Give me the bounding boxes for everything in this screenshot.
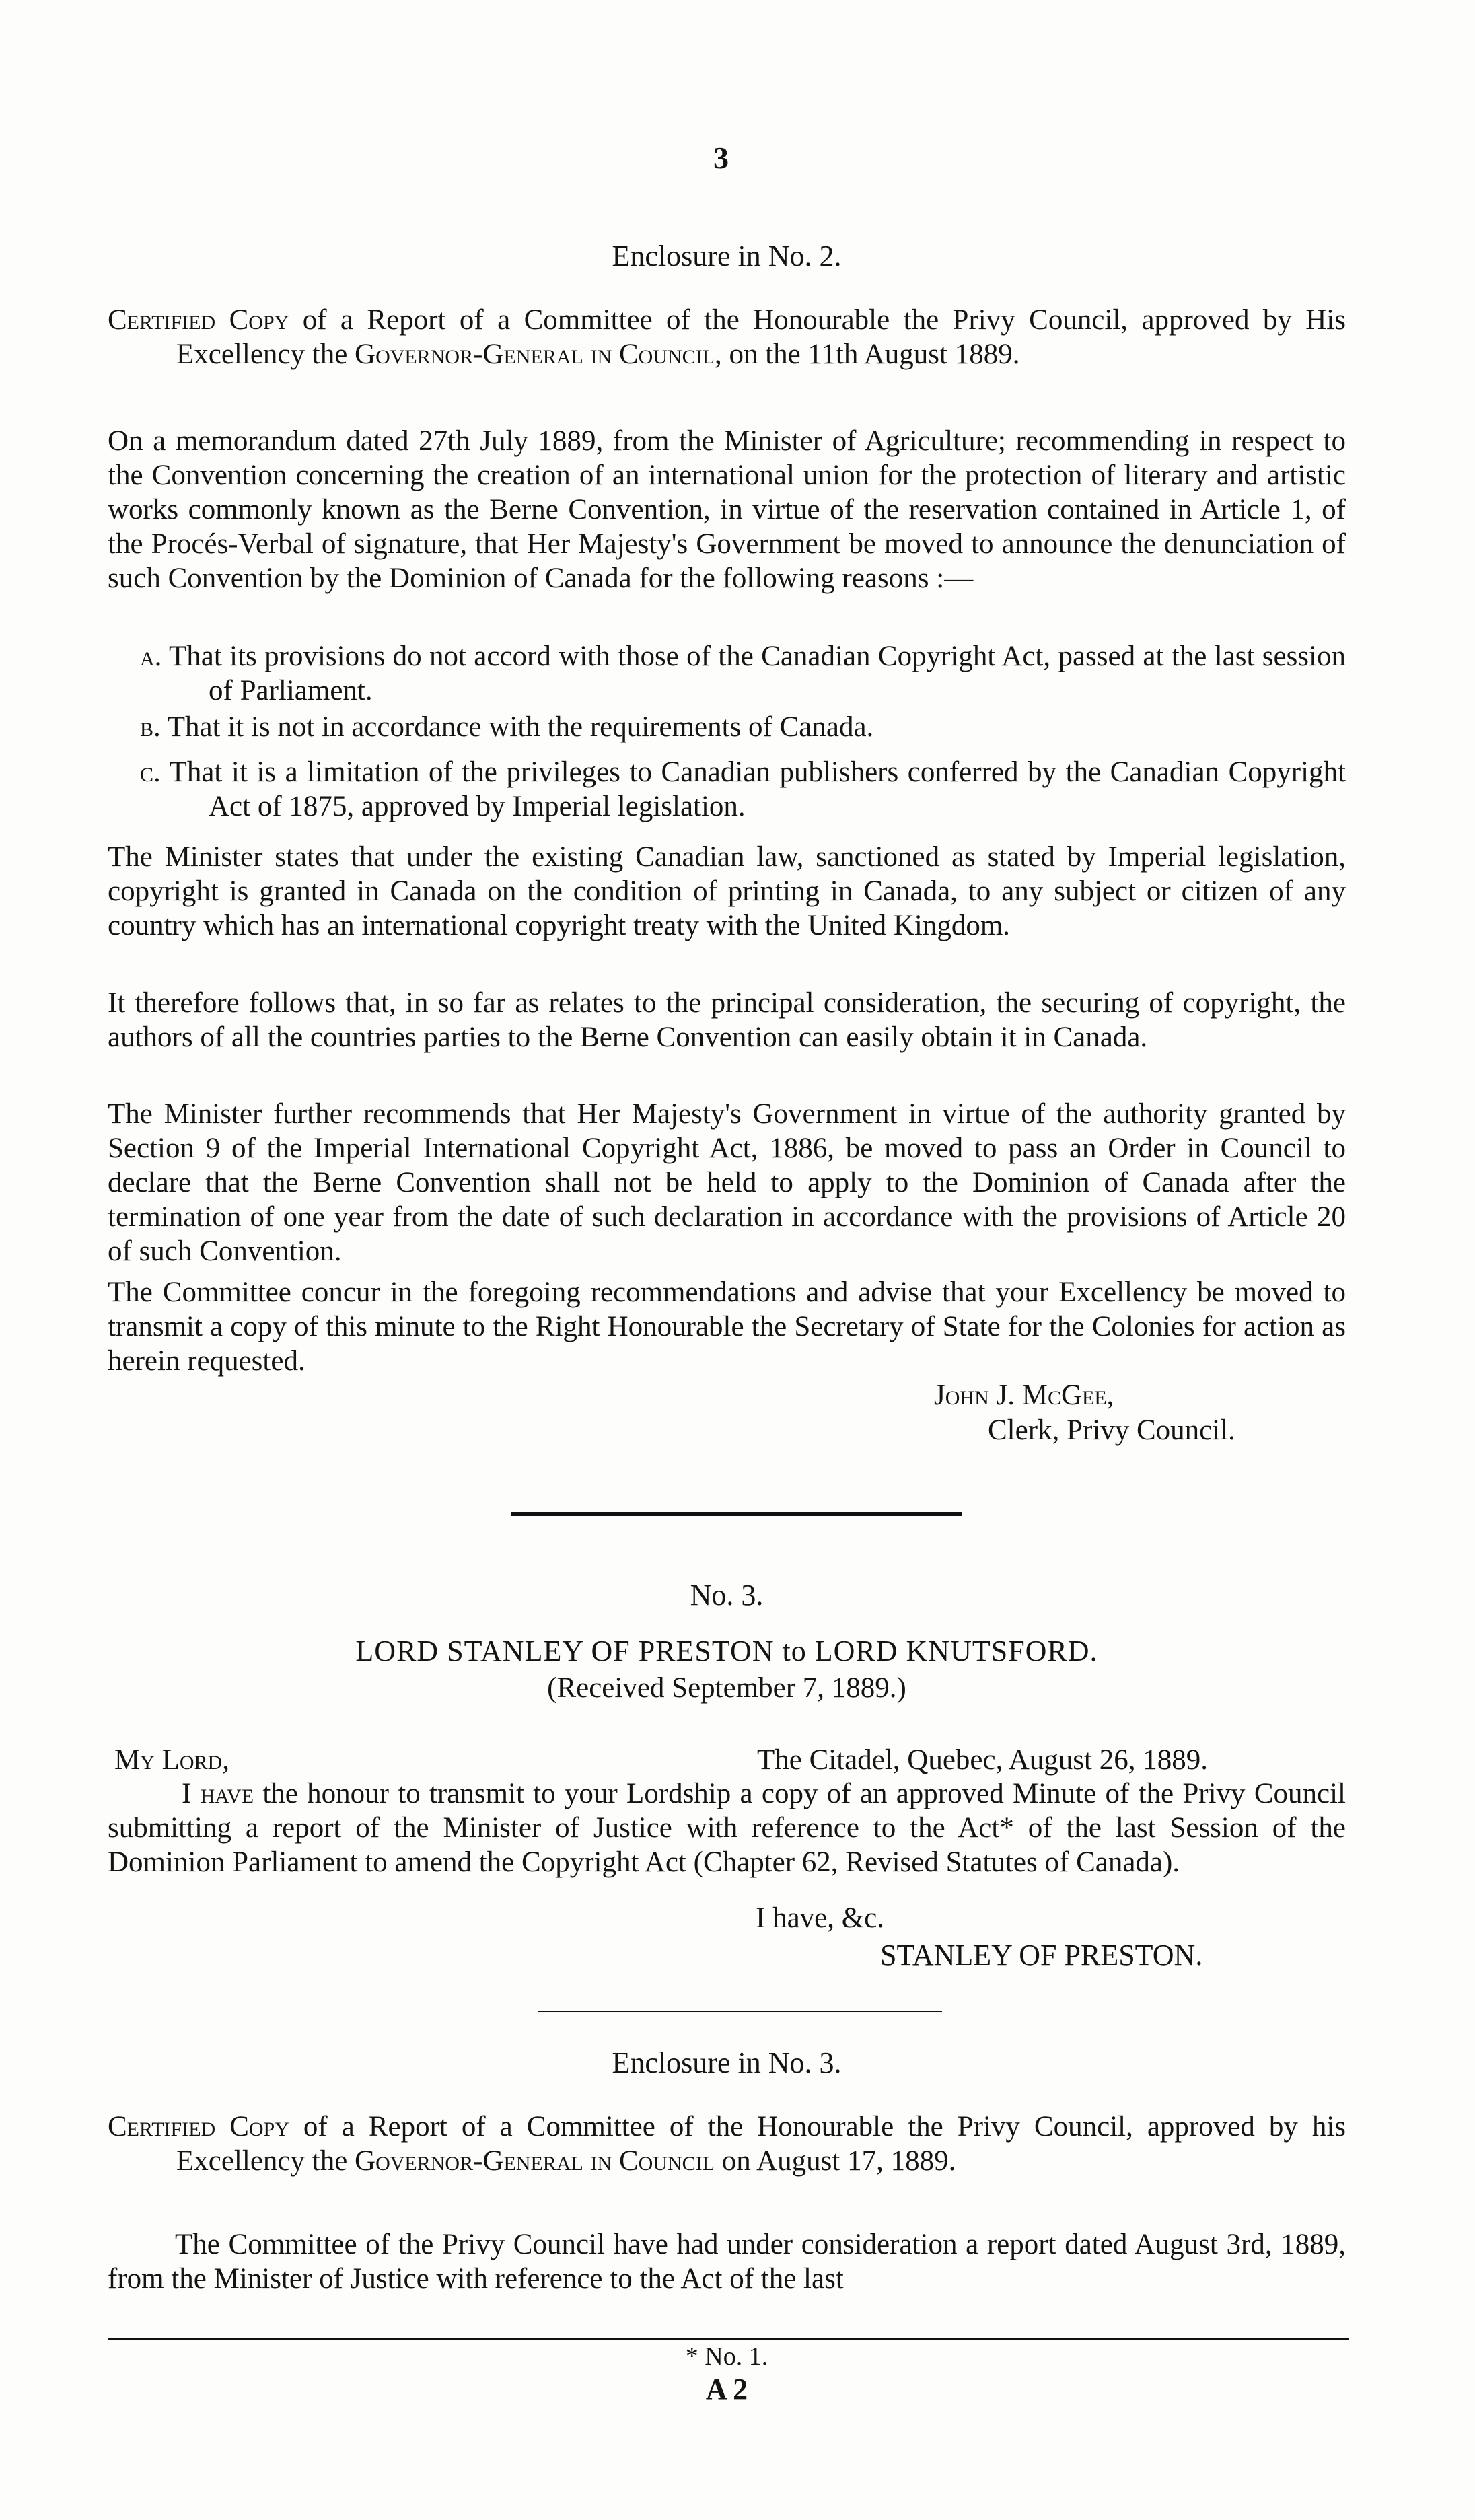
reason-item-label: b. xyxy=(140,711,161,743)
letter-body xyxy=(108,1776,1346,1879)
certified-copy-text: of a Report of a Committee of the Honourable the Privy Council, approved by his Excellency the xyxy=(176,2111,1346,2177)
reason-item-label: a. xyxy=(140,641,162,672)
signature-title: Clerk, Privy Council. xyxy=(988,1414,1235,1446)
reason-item-text: That its provisions do not accord with those of the Canadian Copyright Act, passed at the last session of Parliament. xyxy=(169,641,1346,707)
letter-body-lead: I have xyxy=(182,1778,254,1809)
enclosure-3-certified-heading xyxy=(108,2110,1346,2178)
salutation: My Lord, xyxy=(114,1744,230,1776)
governor-general-label: Governor-General in Council xyxy=(355,2145,715,2177)
reason-item-text: That it is not in accordance with the requirements of Canada. xyxy=(167,711,874,743)
signature-name: John J. McGee, xyxy=(934,1379,1114,1411)
certified-copy-label: Certified Copy xyxy=(108,304,289,336)
certified-copy-label: Certified Copy xyxy=(108,2111,289,2143)
section-divider xyxy=(511,1512,962,1516)
section-divider-short xyxy=(538,2011,942,2012)
signature-mark: A 2 xyxy=(705,2373,748,2406)
page-number: 3 xyxy=(713,141,729,175)
governor-general-label: Governor-General in Council xyxy=(355,338,715,370)
enclosure-3-paragraph-1: The Committee of the Privy Council have had under consideration a report dated August 3rd, 1889, from the Minister of Justice with reference to the Act of the last xyxy=(108,2229,1346,2295)
letter-body-text: the honour to transmit to your Lordship a copy of an approved Minute of the Privy Council submitting a report of the Minister of Justice with reference to the Act* of the last Session of the Dominion Parliament to amend the Copyright Act (Chapter 62, Revised Statutes of Canada). xyxy=(108,1778,1346,1878)
received-date: (Received September 7, 1889.) xyxy=(547,1672,906,1704)
certified-copy-date: , on the 11th August 1889. xyxy=(714,338,1020,370)
document-number: No. 3. xyxy=(690,1579,764,1612)
enclosure-2-paragraph-5: The Committee concur in the foregoing recommendations and advise that your Excellency be moved to transmit a copy of this minute to the Right Honourable the Secretary of State for the Colonies for action as herein requested. xyxy=(108,1276,1346,1377)
enclosure-2-certified-heading xyxy=(108,303,1346,371)
certified-copy-text: of a Report of a Committee of the Honourable the Privy Council, approved by His Excellency the xyxy=(176,304,1346,370)
enclosure-3-heading: Enclosure in No. 3. xyxy=(612,2046,842,2079)
letter-title: LORD STANLEY OF PRESTON to LORD KNUTSFORD. xyxy=(355,1634,1098,1667)
enclosure-2-paragraph-2: The Minister states that under the existing Canadian law, sanctioned as stated by Imperial legislation, copyright is granted in Canada on the condition of printing in Canada, to any subject or citizen of any country which has an international copyright treaty with the United Kingdom. xyxy=(108,841,1346,941)
reason-item-label: c. xyxy=(140,756,161,788)
reason-item-text: That it is a limitation of the privileges to Canadian publishers conferred by the Canadian Copyright Act of 1875, approved by Imperial legislation. xyxy=(169,756,1346,822)
enclosure-2-paragraph-3: It therefore follows that, in so far as relates to the principal consideration, the securing of copyright, the authors of all the countries parties to the Berne Convention can easily obtain it in Canada. xyxy=(108,987,1346,1053)
enclosure-2-paragraph-4: The Minister further recommends that Her Majesty's Government in virtue of the authority granted by Section 9 of the Imperial International Copyright Act, 1886, be moved to pass an Order in Council to declare that the Berne Convention shall not be held to apply to the Dominion of Canada after the termination of one year from the date of such declaration in accordance with the provisions of Article 20 of such Convention. xyxy=(108,1098,1346,1267)
footnote: * No. 1. xyxy=(685,2342,768,2371)
reason-item-b xyxy=(108,710,1346,744)
reason-item-c xyxy=(108,755,1346,824)
enclosure-2-heading: Enclosure in No. 2. xyxy=(612,240,842,273)
letter-signature: STANLEY OF PRESTON. xyxy=(880,1939,1203,1972)
enclosure-2-paragraph-1: On a memorandum dated 27th July 1889, from the Minister of Agriculture; recommending in respect to the Convention concerning the creation of an international union for the protection of literary and artistic works commonly known as the Berne Convention, in virtue of the reservation contained in Article 1, of the Procés-Verbal of signature, that Her Majesty's Government be moved to announce the denunciation of such Convention by the Dominion of Canada for the following reasons :— xyxy=(108,425,1346,594)
reason-item-a xyxy=(108,639,1346,708)
footnote-rule xyxy=(108,2338,1349,2340)
certified-copy-date: on August 17, 1889. xyxy=(714,2145,956,2177)
letter-closing: I have, &c. xyxy=(756,1902,885,1934)
place-date: The Citadel, Quebec, August 26, 1889. xyxy=(757,1744,1208,1776)
